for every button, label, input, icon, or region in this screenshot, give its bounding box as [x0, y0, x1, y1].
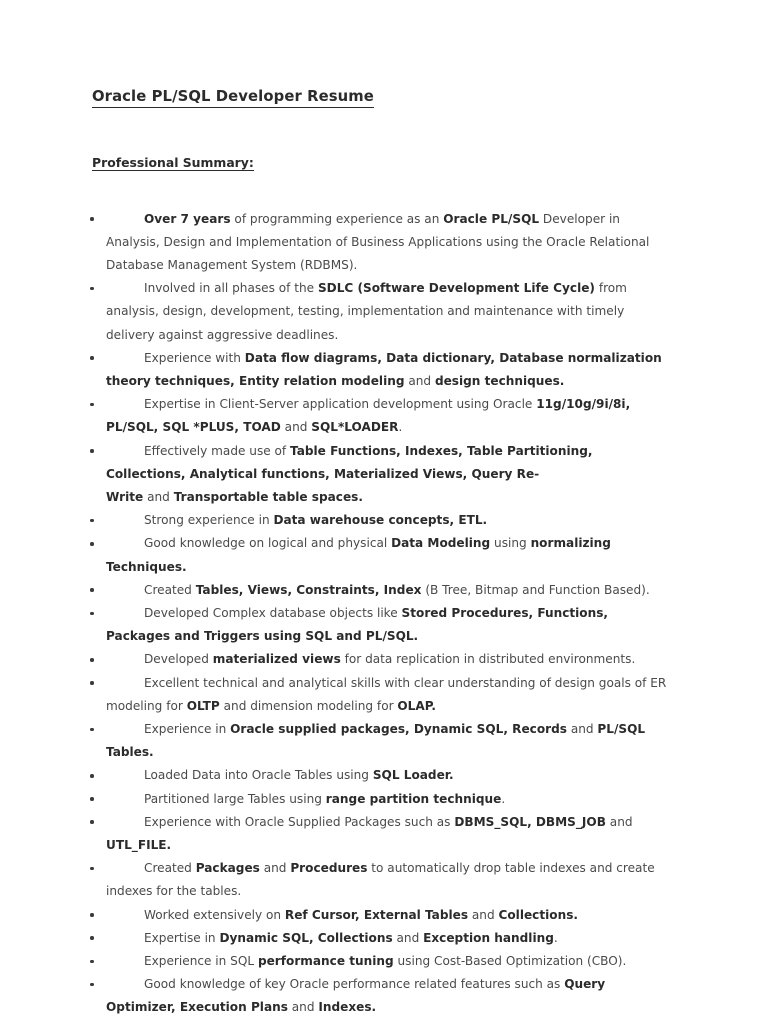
professional-summary-list: [106, 208, 672, 1020]
bullet-text: Good knowledge on logical and physical: [144, 536, 392, 551]
bullet-text-bold: SDLC (Software Development Life Cycle): [317, 281, 595, 296]
bullet-text-bold: Stored Procedures, Functions, Packages and Triggers using SQL and PL/SQL.: [106, 606, 609, 644]
summary-bullet: [106, 788, 672, 811]
bullet-text: Experience in: [144, 722, 231, 737]
bullet-text: Expertise in Client-Server application development using Oracle: [144, 397, 537, 412]
bullet-text-bold: SQL*LOADER: [311, 420, 399, 435]
bullet-text: Developer in Analysis, Design and Implementation of Business Applications using the Oracle Relational Database Management System (RDBMS).: [106, 211, 650, 272]
bullet-text: Experience in SQL: [144, 954, 258, 969]
bullet-text: Expertise in: [144, 930, 220, 945]
summary-bullet: [106, 672, 672, 718]
bullet-text: from analysis, design, development, testing, implementation and maintenance with timely delivery against aggressive deadlines.: [106, 281, 627, 342]
bullet-text-bold: Table Functions, Indexes, Table Partitioning, Collections, Analytical functions, Materialized Views, Query Re-: [106, 443, 593, 481]
summary-bullet: [106, 857, 672, 903]
summary-bullet: [106, 509, 672, 532]
summary-bullet: [106, 973, 672, 1019]
summary-bullet: [106, 927, 672, 950]
bullet-text: Developed Complex database objects like: [144, 606, 402, 620]
bullet-text-bold: Ref Cursor, External Tables: [284, 907, 469, 922]
summary-bullet: [106, 532, 672, 578]
bullet-text: Created: [144, 861, 196, 876]
summary-bullet: [106, 579, 672, 602]
bullet-text: .: [398, 420, 403, 435]
summary-bullet: [106, 277, 672, 347]
summary-bullet: [106, 602, 672, 648]
bullet-text-bold: Over 7 years: [144, 211, 231, 226]
bullet-text-bold: Query Optimizer, Execution Plans: [106, 977, 606, 1015]
bullet-text: Good knowledge of key Oracle performance related features such as: [144, 977, 565, 992]
bullet-text: and: [404, 373, 435, 388]
bullet-text-bold: Data Modeling: [391, 536, 491, 551]
bullet-text: Partitioned large Tables using: [144, 791, 326, 806]
bullet-text-bold: Tables, Views, Constraints, Index: [195, 582, 422, 597]
bullet-text: .: [553, 930, 558, 945]
bullet-text: and: [280, 420, 312, 435]
bullet-text-bold: OLAP.: [397, 698, 436, 713]
bullet-text: and: [605, 814, 633, 829]
bullet-text: using Cost-Based Optimization (CBO).: [393, 954, 627, 969]
bullet-text: for data replication in distributed environments.: [340, 652, 636, 667]
bullet-text-bold: 11g/10g/9i/8i, PL/SQL, SQL *PLUS, TOAD: [106, 397, 631, 435]
section-heading-professional-summary: Professional Summary:: [92, 154, 254, 170]
bullet-text-bold: design techniques.: [434, 373, 565, 388]
bullet-text: and: [468, 907, 499, 922]
summary-bullet: [106, 208, 672, 278]
bullet-text-bold: Indexes.: [318, 1000, 377, 1015]
bullet-text-bold: materialized views: [212, 652, 341, 667]
bullet-text: using: [490, 536, 531, 551]
bullet-text: (B Tree, Bitmap and Function Based).: [421, 582, 650, 597]
bullet-text: .: [501, 791, 506, 806]
bullet-text-bold: Oracle supplied packages, Dynamic SQL, Records: [230, 722, 567, 737]
bullet-text-bold: normalizing Techniques.: [106, 536, 611, 574]
summary-bullet: [106, 347, 672, 393]
bullet-text: Involved in all phases of the: [144, 281, 318, 296]
bullet-text: Experience with: [144, 350, 245, 365]
bullet-text: of programming experience as an: [230, 211, 444, 226]
bullet-text: Loaded Data into Oracle Tables using: [144, 768, 373, 783]
bullet-text-bold: Procedures: [290, 861, 368, 876]
bullet-text: and: [259, 861, 291, 876]
bullet-text-bold: DBMS_SQL, DBMS_JOB: [454, 814, 606, 829]
summary-bullet: [106, 764, 672, 787]
summary-bullet: [106, 811, 672, 857]
bullet-text-bold: PL/SQL Tables.: [106, 722, 646, 760]
bullet-text-bold: Dynamic SQL, Collections: [219, 930, 393, 945]
bullet-text-bold: performance tuning: [257, 954, 394, 969]
bullet-text: Developed: [144, 652, 213, 667]
summary-bullet: [106, 393, 672, 439]
bullet-text-bold: UTL_FILE.: [106, 838, 172, 853]
bullet-text-bold: OLTP: [186, 698, 220, 713]
bullet-text: and dimension modeling for: [219, 698, 398, 713]
bullet-text-bold: Packages: [195, 861, 260, 876]
bullet-text: Strong experience in: [144, 513, 274, 528]
summary-bullet: [106, 904, 672, 927]
bullet-text-bold: Data warehouse concepts, ETL.: [273, 513, 488, 528]
bullet-text-bold: Oracle PL/SQL: [443, 211, 540, 226]
bullet-text: and: [392, 930, 424, 945]
summary-bullet: [106, 950, 672, 973]
bullet-text: and: [287, 1000, 319, 1015]
bullet-text-bold: Data flow diagrams, Data dictionary, Database normalization theory techniques, Entity relation modeling: [106, 350, 662, 388]
bullet-text-bold: Collections.: [498, 907, 578, 922]
bullet-text-bold: Write: [106, 489, 144, 504]
bullet-text: Experience with Oracle Supplied Packages such as: [144, 814, 455, 829]
summary-bullet: [106, 648, 672, 671]
bullet-text-bold: range partition technique: [325, 791, 502, 806]
bullet-text: Worked extensively on: [144, 907, 285, 922]
bullet-text: and: [566, 722, 598, 737]
summary-bullet: [106, 718, 672, 764]
bullet-text: to automatically drop table indexes and create indexes for the tables.: [106, 861, 655, 899]
bullet-text: and: [143, 489, 174, 504]
bullet-text: Excellent technical and analytical skills with clear understanding of design goals of ER modeling for: [106, 675, 667, 713]
bullet-text-bold: Transportable table spaces.: [173, 489, 363, 504]
bullet-text-bold: Exception handling: [423, 930, 554, 945]
section-heading-container: [90, 144, 672, 181]
bullet-text-bold: SQL Loader.: [372, 768, 454, 783]
page-title: Oracle PL/SQL Developer Resume: [92, 88, 374, 108]
bullet-text: Created: [144, 582, 196, 597]
summary-bullet: [106, 440, 672, 510]
bullet-text: Effectively made use of: [144, 443, 291, 458]
